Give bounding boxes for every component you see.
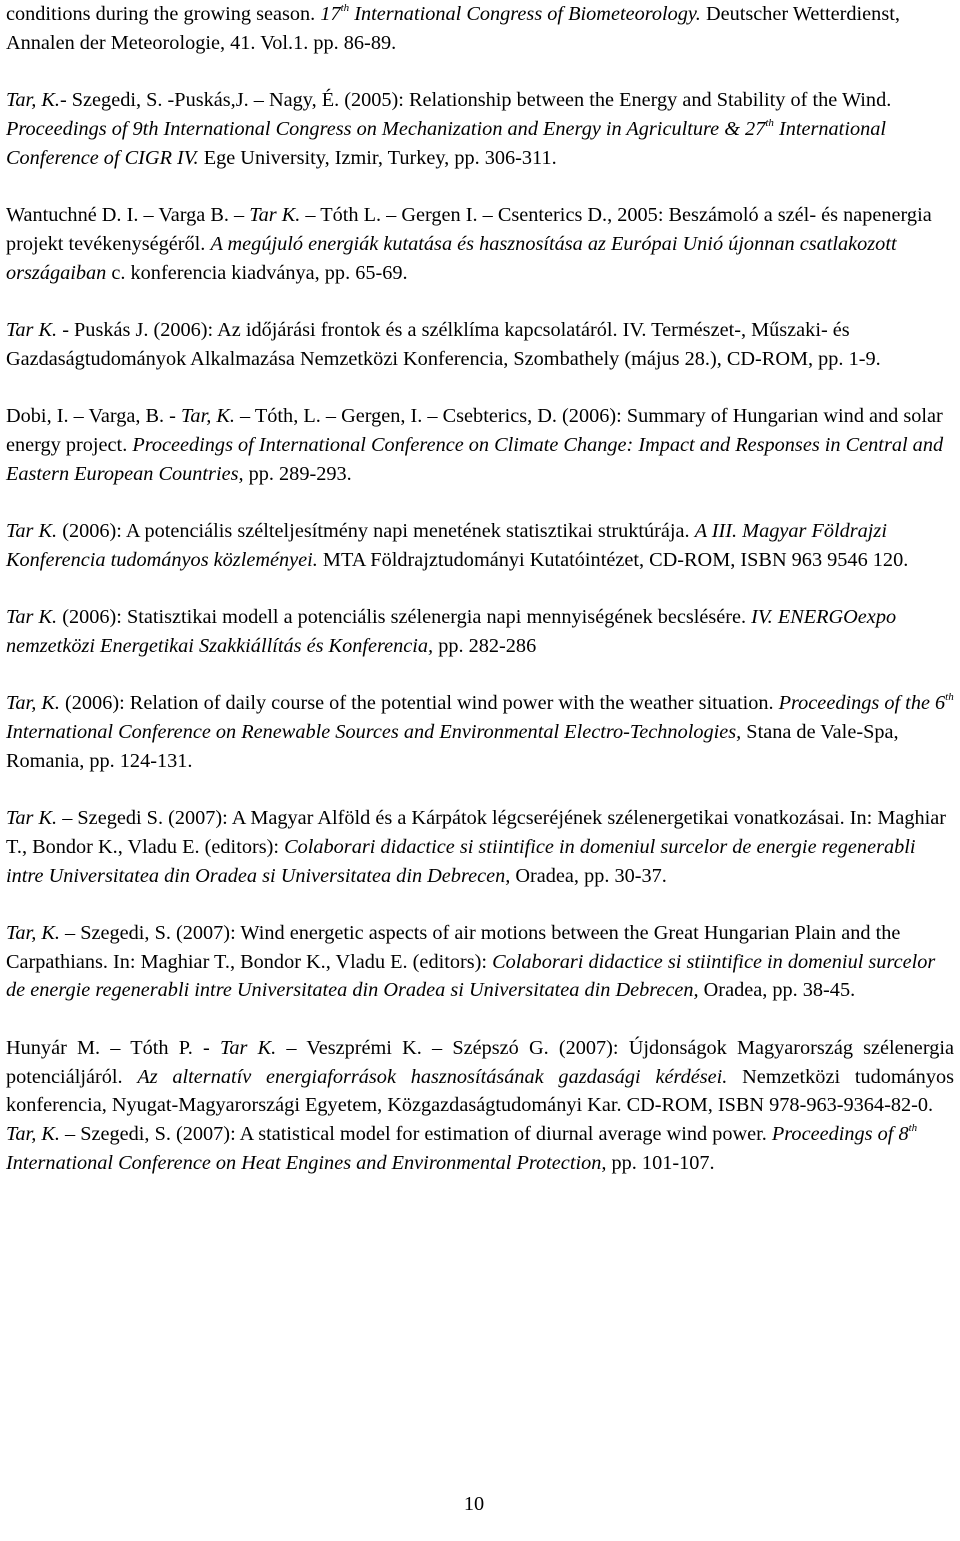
- text-run: – Veszprémi K. – Szépszó G. (2007): Újdonságok Magyarország szélenergia potenciáljáról.: [6, 1036, 954, 1088]
- italic-text: International Conference of CIGR IV.: [6, 117, 887, 169]
- page-number: 10: [463, 1493, 485, 1515]
- text-run: Hunyár M. – Tóth P. -: [6, 1036, 220, 1059]
- text-run: Ege University, Izmir, Turkey, pp. 306-311.: [198, 146, 557, 169]
- superscript: th: [340, 2, 350, 14]
- text-run: pp. 282-286: [433, 634, 537, 657]
- italic-text: Tar, K.: [6, 89, 60, 112]
- text-run: c. konferencia kiadványa, pp. 65-69.: [106, 261, 408, 284]
- italic-text: Tar K.: [6, 318, 58, 341]
- reference-entry: [6, 689, 954, 775]
- reference-entry: [6, 201, 954, 287]
- text-run: Deutscher Wetterdienst, Annalen der Meteorologie, 41. Vol.1. pp. 86-89.: [6, 3, 900, 54]
- text-run: (2006): A potenciális szélteljesítmény napi menetének statisztikai struktúrája.: [57, 519, 695, 542]
- reference-entry: [6, 603, 954, 661]
- text-run: – Szegedi, S. (2007): Wind energetic aspects of air motions between the Great Hungarian Plain and the Carpathians. In: Maghiar T., Bondor K., Vladu E. (editors):: [6, 921, 901, 973]
- text-run: – Tóth, L. – Gergen, I. – Csebterics, D. (2006): Summary of Hungarian wind and solar energy project.: [6, 404, 943, 456]
- italic-text: Colaborari didactice si stiintifice in domeniul surcelor de energie regenerabli intre Universitatea din Oradea si Universitatea din Debrecen,: [6, 835, 916, 887]
- italic-text: IV. ENERGOexpo nemzetközi Energetikai Szakkiállítás és Konferencia,: [6, 605, 897, 657]
- italic-text: Tar, K.: [6, 1123, 60, 1146]
- italic-text: A megújuló energiák kutatása és hasznosítása az Európai Unió újonnan csatlakozott országaiban: [6, 232, 897, 284]
- superscript: th: [765, 116, 774, 129]
- italic-text: Proceedings of International Conference on Climate Change: Impact and Responses in Central and Eastern European Countries,: [6, 433, 944, 485]
- italic-text: Tar K.: [219, 1036, 277, 1059]
- italic-text: Az alternatív energiaforrások hasznosításának gazdasági kérdései.: [137, 1065, 728, 1088]
- text-run: pp. 101-107.: [606, 1151, 715, 1174]
- italic-text: 17: [320, 3, 341, 25]
- text-run: conditions during the growing season.: [6, 3, 321, 25]
- text-run: Nemzetközi tudományos konferencia, Nyugat-Magyarországi Egyetem, Közgazdaságtudományi Kar. CD-ROM, ISBN 978-963-9364-82-0.: [6, 1065, 954, 1117]
- italic-text: Proceedings of 8: [771, 1123, 909, 1146]
- italic-text: International Conference on Renewable Sources and Environmental Electro-Technologies,: [6, 720, 742, 743]
- reference-entry: [6, 1120, 954, 1178]
- text-run: - Puskás J. (2006): Az időjárási frontok és a szélklíma kapcsolatáról. IV. Természet-, Műszaki- és Gazdaságtudományok Alkalmazása Nemzetközi Konferencia, Szombathely (május 28.), CD-ROM, pp. 1-9.: [6, 318, 881, 370]
- superscript: th: [945, 691, 954, 704]
- text-run: MTA Földrajztudományi Kutatóintézet, CD-ROM, ISBN 963 9546 120.: [317, 548, 909, 571]
- text-run: (2006): Relation of daily course of the potential wind power with the weather situation.: [59, 692, 779, 715]
- text-run: (2006): Statisztikai modell a potenciális szélenergia napi mennyiségének becslésére.: [57, 605, 752, 628]
- text-run: – Tóth L. – Gergen I. – Csenterics D., 2005: Beszámoló a szél- és napenergia projekt tevékenységéről.: [6, 203, 932, 255]
- text-run: Dobi, I. – Varga, B. -: [6, 404, 182, 427]
- reference-entry: [6, 804, 954, 890]
- italic-text: Tar, K.: [6, 692, 60, 715]
- text-run: Wantuchné D. I. – Varga B. –: [6, 203, 250, 226]
- reference-entry: [6, 517, 954, 575]
- italic-text: Tar K.: [6, 806, 58, 829]
- text-run: Stana de Vale-Spa, Romania, pp. 124-131.: [6, 720, 899, 772]
- text-run: Oradea, pp. 30-37.: [510, 864, 667, 887]
- text-run: – Szegedi S. (2007): A Magyar Alföld és a Kárpátok légcseréjének szélenergetikai vonatkozásai. In: Maghiar T., Bondor K., Vladu E. (editors):: [6, 806, 947, 858]
- text-run: – Szegedi, S. (2007): A statistical model for estimation of diurnal average wind power.: [59, 1123, 772, 1146]
- italic-text: Colaborari didactice si stiintifice in domeniul surcelor de energie regenerabli intre Universitatea din Oradea si Universitatea din Debrecen,: [6, 950, 936, 1002]
- italic-text: International Conference on Heat Engines and Environmental Protection,: [6, 1151, 607, 1174]
- reference-entry: [6, 1034, 954, 1120]
- italic-text: Proceedings of 9th International Congress on Mechanization and Energy in Agriculture & 27: [6, 117, 766, 140]
- document-page: [6, 0, 954, 1178]
- italic-text: Tar K.: [249, 203, 301, 226]
- italic-text: Tar, K.: [181, 404, 235, 427]
- italic-text: Proceedings of the 6: [778, 692, 946, 715]
- italic-text: Tar, K.: [6, 921, 60, 944]
- reference-entry: [6, 316, 954, 374]
- italic-text: A III. Magyar Földrajzi Konferencia tudományos közleményei.: [6, 519, 887, 571]
- italic-text: Tar K.: [6, 605, 58, 628]
- reference-entry: [6, 86, 954, 172]
- text-run: Oradea, pp. 38-45.: [698, 979, 856, 1002]
- reference-entry: [6, 0, 954, 58]
- reference-entry: [6, 402, 954, 488]
- superscript: th: [908, 1122, 918, 1135]
- italic-text: International Congress of Biometeorology.: [349, 3, 701, 25]
- reference-entry: [6, 919, 954, 1005]
- italic-text: Tar K.: [6, 519, 58, 542]
- text-run: pp. 289-293.: [243, 462, 352, 485]
- text-run: - Szegedi, S. -Puskás,J. – Nagy, É. (2005): Relationship between the Energy and Stability of the Wind.: [59, 89, 892, 112]
